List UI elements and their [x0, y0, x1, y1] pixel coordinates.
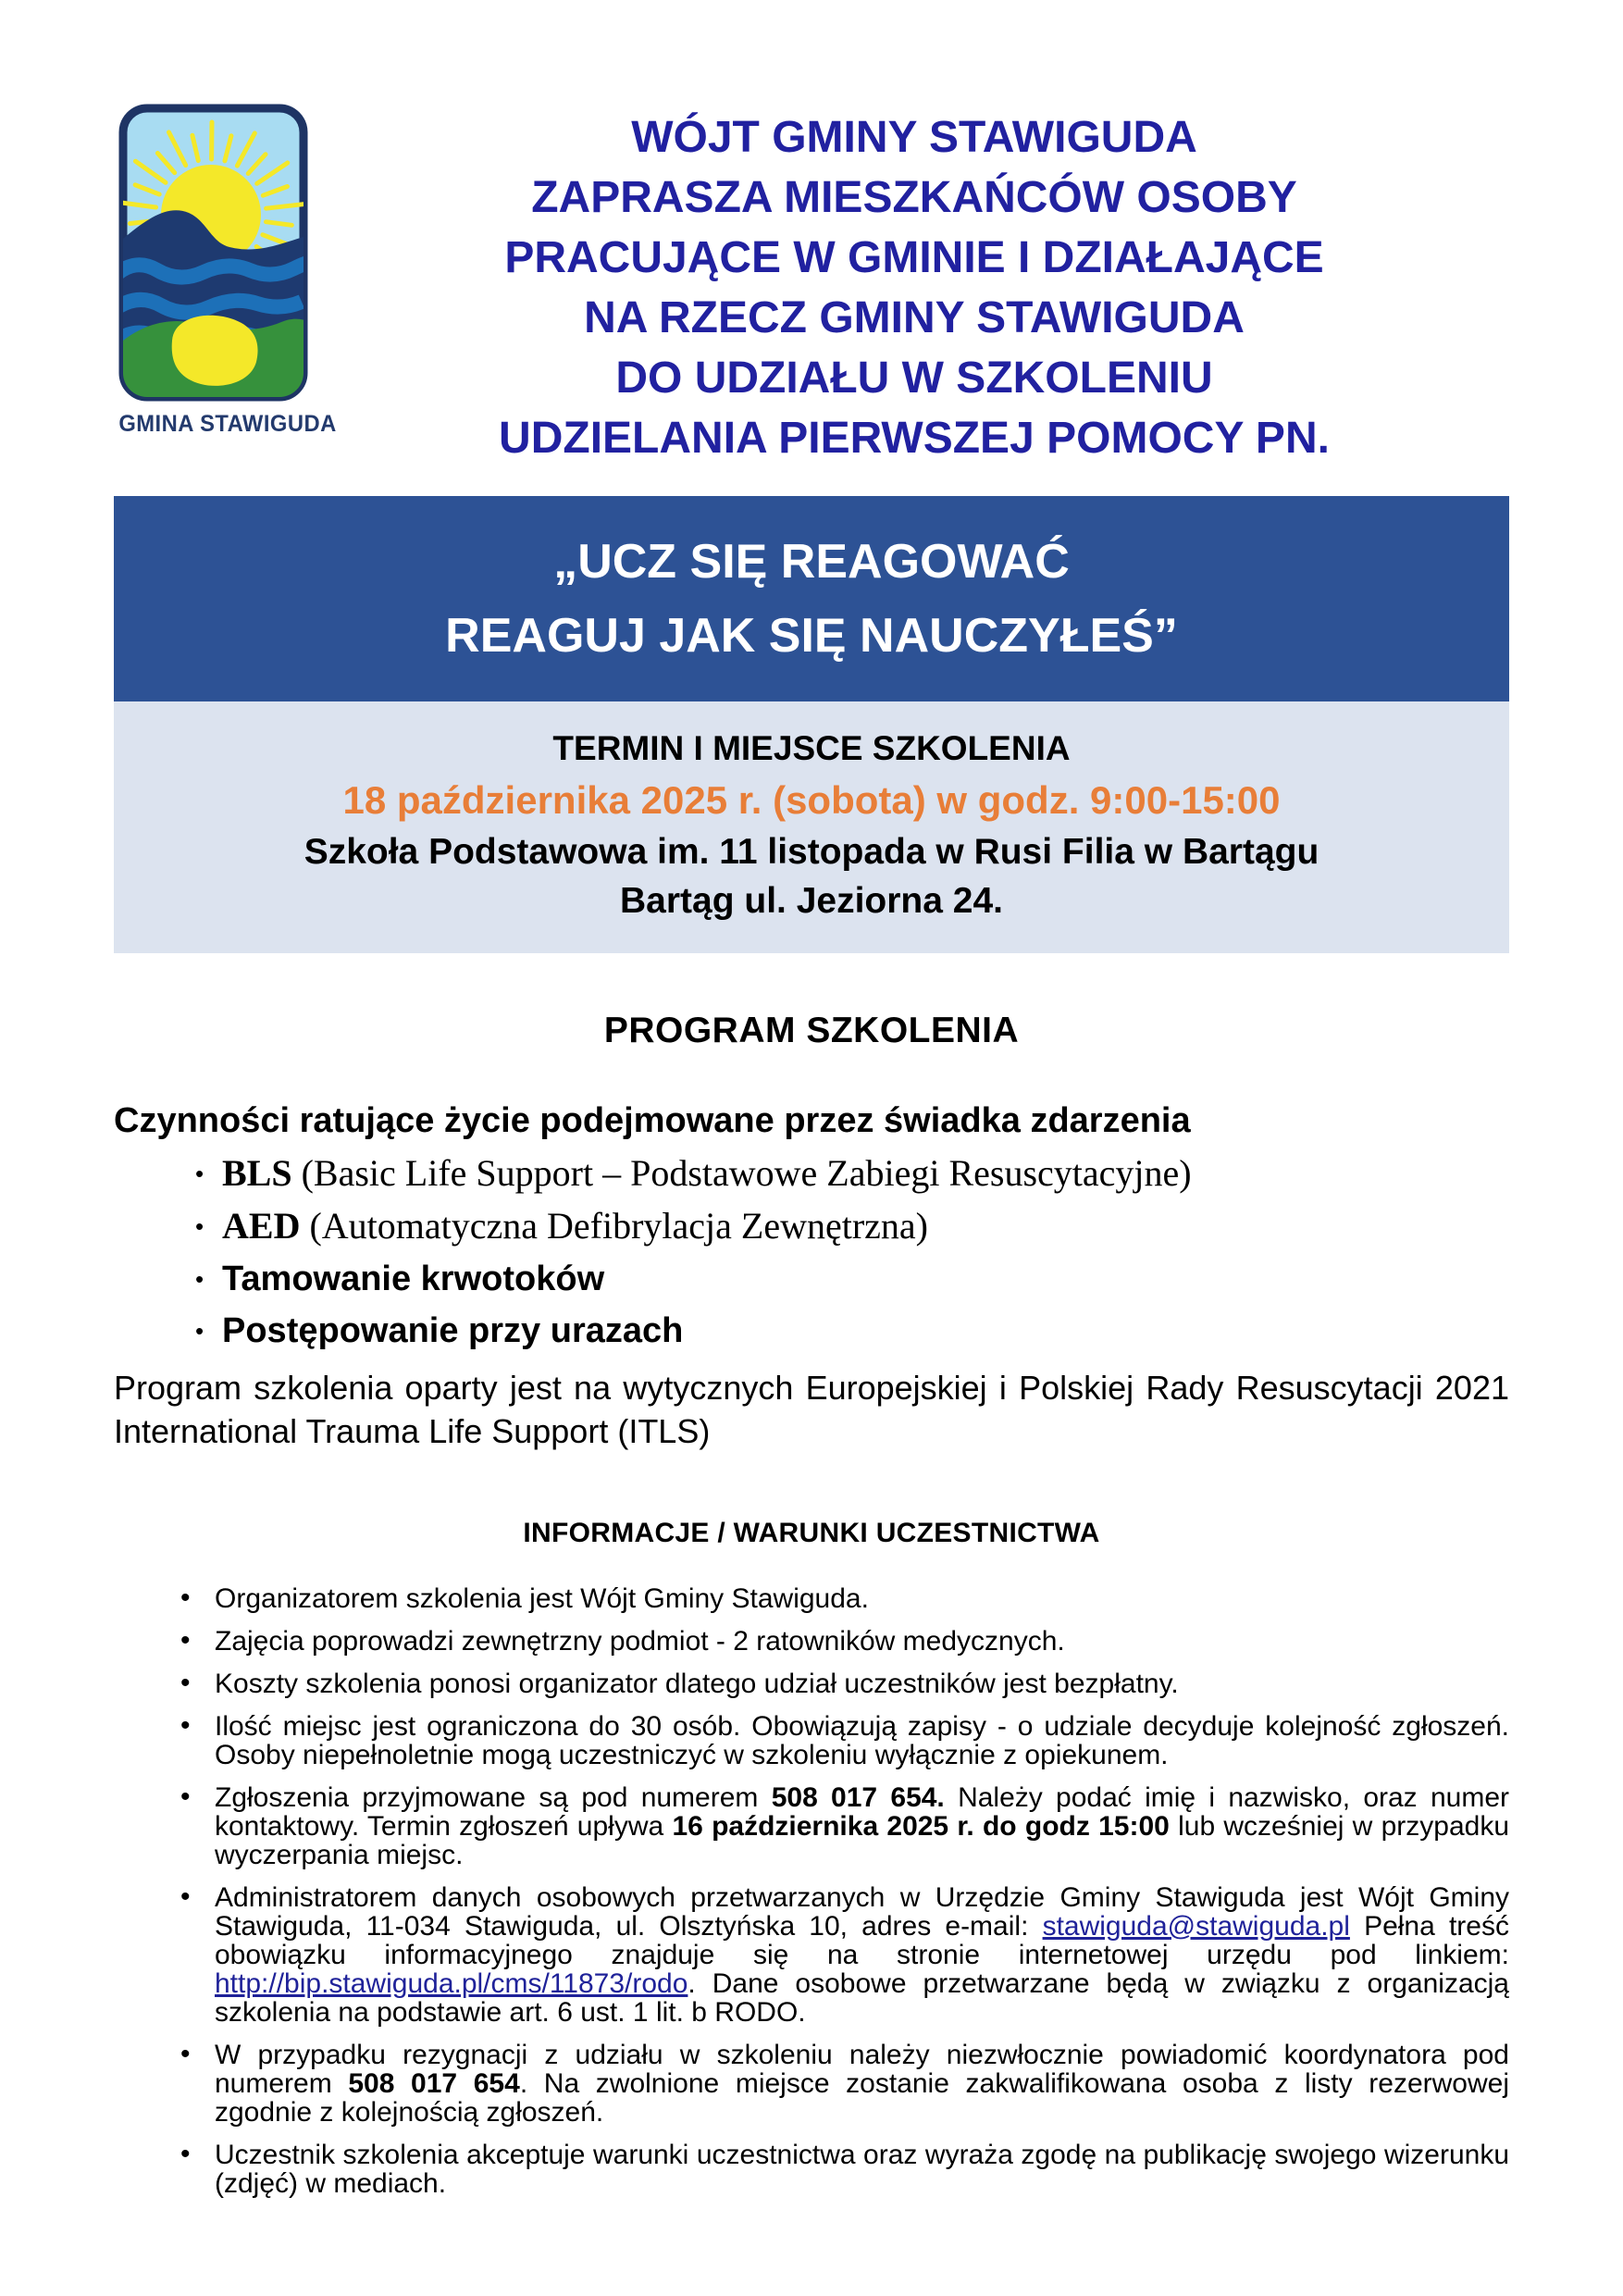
invitation-heading-line: NA RZECZ GMINY STAWIGUDA: [584, 293, 1245, 342]
invitation-heading-line: UDZIELANIA PIERWSZEJ POMOCY PN.: [499, 414, 1330, 463]
bullet-icon: •: [180, 2139, 191, 2169]
program-item: • BLS (Basic Life Support – Podstawowe Zabiegi Resuscytacyjne): [195, 1152, 1192, 1194]
bullet-icon: •: [195, 1265, 204, 1293]
banner-line: „UCZ SIĘ REAGOWAĆ: [553, 535, 1070, 589]
invitation-heading-line: WÓJT GMINY STAWIGUDA: [631, 113, 1197, 162]
info-list: [114, 1584, 1509, 2198]
invitation-heading-line: ZAPRASZA MIESZKAŃCÓW OSOBY: [531, 173, 1297, 222]
bold-text: 508 017 654.: [771, 1782, 945, 1813]
invitation-heading-line: DO UDZIAŁU W SZKOLENIU: [615, 354, 1213, 403]
bullet-icon: •: [195, 1212, 204, 1240]
banner-line: REAGUJ JAK SIĘ NAUCZYŁEŚ”: [445, 609, 1178, 663]
logo-caption: GMINA STAWIGUDA: [118, 411, 337, 437]
program-subtitle: Czynności ratujące życie podejmowane przez świadka zdarzenia: [114, 1101, 1191, 1140]
info-item: • W przypadku rezygnacji z udziału w szkoleniu należy niezwłocznie powiadomić koordynatora pod numerem 508 017 654. Na zwolnione miejsce zostanie zakwalifikowana osoba z listy rezerwowej zgodnie z kolejnością zgłoszeń.: [180, 2039, 1509, 2128]
invitation-heading: [312, 104, 1509, 468]
program-title: PROGRAM SZKOLENIA: [603, 1011, 1020, 1050]
email-link[interactable]: stawiguda@stawiguda.pl: [1042, 1911, 1350, 1942]
bullet-icon: •: [195, 1160, 204, 1187]
bold-text: 508 017 654: [348, 2068, 520, 2099]
bullet-icon: •: [180, 1625, 191, 1656]
info-item: • Ilość miejsc jest ograniczona do 30 osób. Obowiązują zapisy - o udziale decyduje kolejność zgłoszeń. Osoby niepełnoletnie mogą uczestniczyć w szkoleniu wyłącznie z opiekunem.: [180, 1710, 1509, 1770]
invitation-heading-line: PRACUJĄCE W GMINIE I DZIAŁAJĄCE: [504, 233, 1324, 282]
schedule-location: Szkoła Podstawowa im. 11 listopada w Rusi Filia w Bartągu: [304, 832, 1319, 872]
program-list: [114, 1153, 1509, 1351]
program-item: • AED (Automatyczna Defibrylacja Zewnętrzna): [195, 1205, 928, 1247]
info-item: • Zajęcia poprowadzi zewnętrzny podmiot - 2 ratowników medycznych.: [180, 1625, 1065, 1657]
bullet-icon: •: [180, 2039, 191, 2069]
info-item: • Uczestnik szkolenia akceptuje warunki uczestnictwa oraz wyraża zgodę na publikację swojego wizerunku (zdjęć) w mediach.: [180, 2139, 1509, 2199]
schedule-box: [114, 701, 1509, 953]
info-item: • Zgłoszenia przyjmowane są pod numerem 508 017 654. Należy podać imię i nazwisko, oraz numer kontaktowy. Termin zgłoszeń upływa 16 października 2025 r. do godz 15:00 lub wcześniej w przypadku wyczerpania miejsc.: [180, 1781, 1510, 1870]
gmina-logo: [114, 104, 337, 438]
program-item: • Tamowanie krwotoków: [195, 1260, 605, 1298]
bullet-icon: •: [180, 1710, 191, 1741]
info-item: • Organizatorem szkolenia jest Wójt Gminy Stawiguda.: [180, 1582, 869, 1614]
info-item: • Administratorem danych osobowych przetwarzanych w Urzędzie Gminy Stawiguda jest Wójt Gminy Stawiguda, 11-034 Stawiguda, ul. Olsztyńska 10, adres e-mail: stawiguda@stawiguda.pl Pełna treść obowiązku informacyjnego znajduje się na stronie internetowej urzędu pod linkiem: http://bip.stawiguda.pl/cms/11873/rodo. Dane osobowe przetwarzane będą w związku z organizacją szkolenia na podstawie art. 6 ust. 1 lit. b RODO.: [180, 1881, 1509, 2028]
info-title: INFORMACJE / WARUNKI UCZESTNICTWA: [523, 1518, 1100, 1548]
info-item: • Koszty szkolenia ponosi organizator dlatego udział uczestników jest bezpłatny.: [180, 1668, 1179, 1699]
bullet-icon: •: [180, 1582, 191, 1613]
program-item: • Postępowanie przy urazach: [195, 1311, 684, 1350]
gmina-stawiguda-logo-image: [118, 104, 308, 402]
schedule-title: TERMIN I MIEJSCE SZKOLENIA: [552, 729, 1071, 767]
schedule-date: 18 października 2025 r. (sobota) w godz. 9:00-15:00: [342, 778, 1281, 822]
bold-text: 16 października 2025 r. do godz 15:00: [672, 1811, 1170, 1842]
header-section: [114, 0, 1509, 468]
rodo-link[interactable]: http://bip.stawiguda.pl/cms/11873/rodo: [215, 1968, 688, 1999]
bullet-icon: •: [180, 1668, 191, 1698]
bullet-icon: •: [180, 1881, 191, 1912]
program-paragraph: Program szkolenia oparty jest na wytycznych Europejskiej i Polskiej Rady Resuscytacji 2021 International Trauma Life Support (ITLS): [114, 1369, 1509, 1450]
schedule-address: Bartąg ul. Jeziorna 24.: [620, 881, 1003, 921]
bullet-icon: •: [195, 1317, 204, 1345]
training-title-banner: [114, 496, 1509, 701]
sun-reflection-icon: [171, 316, 257, 386]
bullet-icon: •: [180, 1781, 191, 1812]
